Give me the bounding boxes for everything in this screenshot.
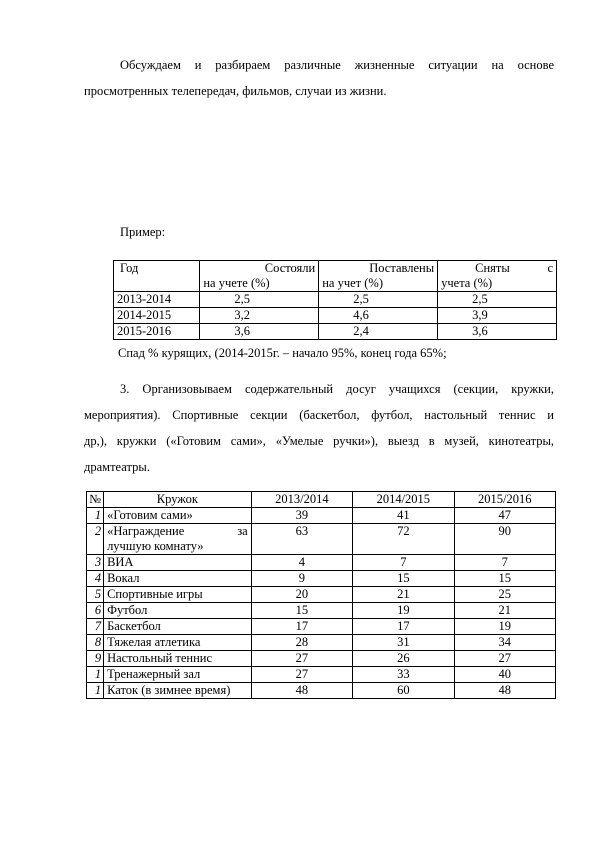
section-3-line-1: 3. Организовываем содержательный досуг учащихся (секции, кружки, [120,382,554,396]
section-3-line-3: др,), кружки («Готовим сами», «Умелые ручки»), выезд в музей, кинотеатры, [84,434,554,448]
section-3-line-4: драмтеатры. [84,460,150,474]
header-registered: Состояли на учете (%) [200,261,319,292]
club-name: Каток (в зимнее время) [104,683,252,699]
cell-value: 20 [251,587,352,603]
club-name: Футбол [104,603,252,619]
club-name: Баскетбол [104,619,252,635]
header-year-1: 2013/2014 [251,492,352,508]
table-row [87,571,556,587]
intro-line-2: просмотренных телепередач, фильмов, случаи из жизни. [84,84,387,98]
cell-value: 90 [454,524,555,555]
row-number: 5 [87,587,104,603]
club-name: «Награждение за лучшую комнату» [104,524,252,555]
cell-value: 63 [251,524,352,555]
club-name: Спортивные игры [104,587,252,603]
cell-value: 2,5 [438,292,557,308]
header-num: № [87,492,104,508]
smoking-stats-table [113,260,557,340]
table-header-row [87,492,556,508]
row-number: 1 [87,508,104,524]
table-row [87,635,556,651]
cell-value: 2,5 [200,292,319,308]
row-number: 1 [87,683,104,699]
cell-value: 19 [353,603,454,619]
header-removed: Сняты с учета (%) [438,261,557,292]
cell-year: 2014-2015 [114,308,200,324]
cell-value: 27 [251,667,352,683]
cell-value: 15 [251,603,352,619]
row-number: 7 [87,619,104,635]
table-row [87,603,556,619]
row-number: 4 [87,571,104,587]
cell-value: 21 [353,587,454,603]
decline-note: Спад % курящих, (2014-2015г. – начало 95%, конец года 65%; [118,346,447,360]
cell-value: 7 [353,555,454,571]
cell-value: 40 [454,667,555,683]
table-row [87,524,556,555]
cell-value: 3,2 [200,308,319,324]
header-year-2: 2014/2015 [353,492,454,508]
cell-value: 60 [353,683,454,699]
row-number: 1 [87,667,104,683]
intro-paragraph [84,52,554,104]
section-3-paragraph [84,376,554,480]
club-name: Настольный теннис [104,651,252,667]
table-row [114,308,557,324]
cell-value: 28 [251,635,352,651]
cell-value: 9 [251,571,352,587]
cell-value: 25 [454,587,555,603]
cell-value: 48 [454,683,555,699]
cell-value: 4,6 [319,308,438,324]
cell-value: 2,4 [319,324,438,340]
cell-value: 26 [353,651,454,667]
cell-value: 33 [353,667,454,683]
header-placed: Поставлены на учет (%) [319,261,438,292]
club-name: Тренажерный зал [104,667,252,683]
club-name: Тяжелая атлетика [104,635,252,651]
cell-value: 39 [251,508,352,524]
table-row [87,667,556,683]
table-row [87,683,556,699]
cell-value: 17 [353,619,454,635]
cell-value: 4 [251,555,352,571]
cell-value: 27 [454,651,555,667]
cell-value: 17 [251,619,352,635]
row-number: 9 [87,651,104,667]
header-year: Год [114,261,200,292]
cell-value: 48 [251,683,352,699]
table-row [87,651,556,667]
cell-value: 41 [353,508,454,524]
club-name: ВИА [104,555,252,571]
table-header-row [114,261,557,292]
table-row [87,508,556,524]
table-row [87,555,556,571]
section-3-line-2: мероприятия). Спортивные секции (баскетбол, футбол, настольный теннис и [84,408,554,422]
intro-line-1: Обсуждаем и разбираем различные жизненные ситуации на основе [120,58,554,72]
cell-value: 21 [454,603,555,619]
header-year-3: 2015/2016 [454,492,555,508]
cell-value: 15 [353,571,454,587]
row-number: 2 [87,524,104,555]
cell-value: 3,9 [438,308,557,324]
clubs-table [86,491,556,699]
table-row [114,292,557,308]
header-name: Кружок [104,492,252,508]
cell-value: 27 [251,651,352,667]
table-row [87,587,556,603]
club-name: Вокал [104,571,252,587]
cell-value: 15 [454,571,555,587]
table-row [87,619,556,635]
cell-year: 2015-2016 [114,324,200,340]
cell-value: 19 [454,619,555,635]
cell-value: 7 [454,555,555,571]
row-number: 8 [87,635,104,651]
cell-value: 2,5 [319,292,438,308]
cell-value: 34 [454,635,555,651]
table-row [114,324,557,340]
cell-value: 72 [353,524,454,555]
cell-value: 3,6 [438,324,557,340]
cell-value: 47 [454,508,555,524]
row-number: 3 [87,555,104,571]
cell-value: 31 [353,635,454,651]
row-number: 6 [87,603,104,619]
example-label: Пример: [120,225,166,239]
cell-value: 3,6 [200,324,319,340]
cell-year: 2013-2014 [114,292,200,308]
club-name: «Готовим сами» [104,508,252,524]
